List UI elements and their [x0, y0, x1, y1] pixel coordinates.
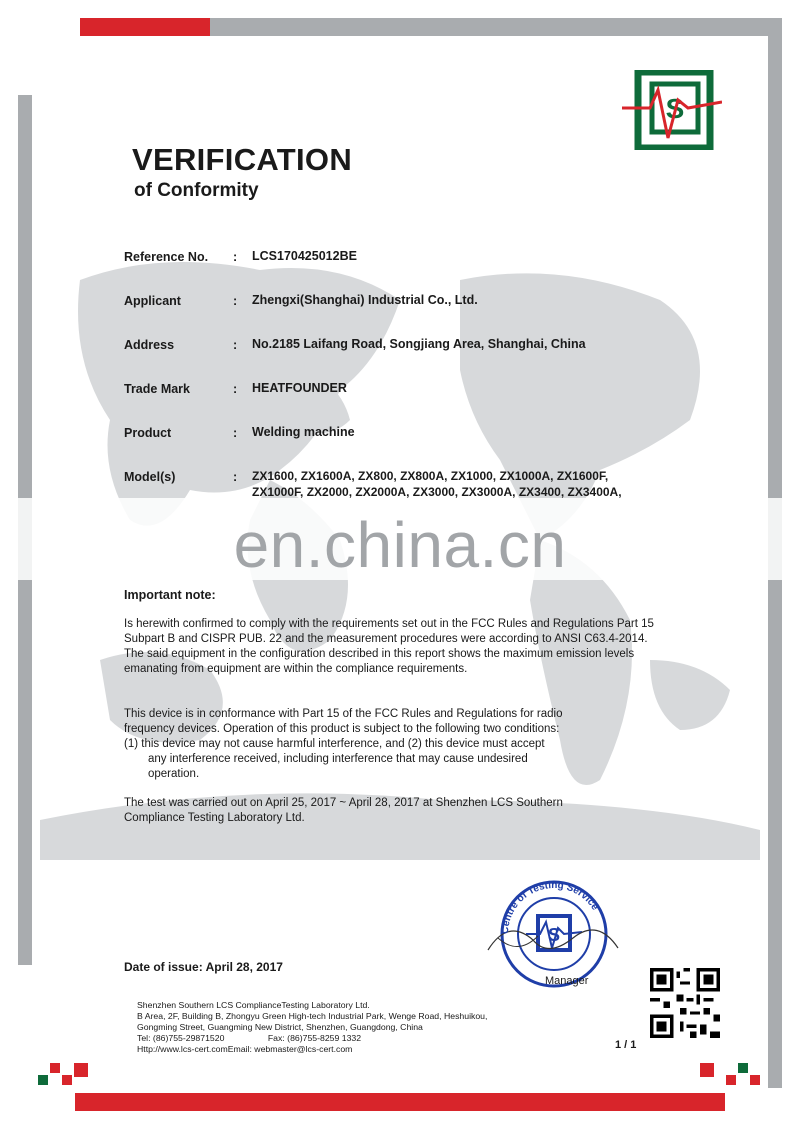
- footer-line: Tel: (86)755-29871520 Fax: (86)755-8259 1332: [137, 1033, 362, 1043]
- footer-line: Gongming Street, Guangming New District, Shenzhen, Guangdong, China: [137, 1022, 423, 1032]
- colon: :: [233, 294, 238, 308]
- colon: :: [233, 382, 238, 396]
- document-title: VERIFICATION: [132, 142, 353, 177]
- note-paragraph-1: Is herewith confirmed to comply with the requirements set out in the FCC Rules and Regulations Part 15 Subpart B and CISPR PUB. 22 and the measurement procedures were according to ANSI C63.4-2014. The said equipment in the configuration described in this report shows the maximum emission levels emanating from equipment are within the compliance requirements.: [124, 618, 654, 675]
- note-paragraph-2-line: (1) this device may not cause harmful interference, and (2) this device must accept: [124, 738, 545, 750]
- decor-square: [700, 1063, 714, 1077]
- decor-square: [50, 1063, 60, 1073]
- reference-label: Reference No.: [124, 250, 209, 264]
- important-note-heading: Important note:: [124, 588, 216, 602]
- reference-value: LCS170425012BE: [252, 249, 357, 263]
- stamp-ring-text: [478, 878, 628, 998]
- note-paragraph-2-line: operation.: [148, 768, 200, 780]
- decor-square: [726, 1075, 736, 1085]
- note-paragraph-2-line: any interference received, including interference that may cause undesired: [148, 753, 528, 765]
- trademark-value: HEATFOUNDER: [252, 381, 347, 395]
- address-value: No.2185 Laifang Road, Songjiang Area, Shanghai, China: [252, 337, 586, 351]
- note-paragraph-3-line: The test was carried out on April 25, 2017 ~ April 28, 2017 at Shenzhen LCS Southern: [124, 797, 563, 809]
- applicant-label: Applicant: [124, 294, 181, 308]
- stamp-text: Centre of Testing Service: [499, 879, 601, 935]
- decor-square: [38, 1075, 48, 1085]
- svg-text:S: S: [547, 925, 561, 945]
- note-paragraph-2-line: This device is in conformance with Part 15 of the FCC Rules and Regulations for radio: [124, 708, 563, 720]
- product-value: Welding machine: [252, 425, 355, 439]
- watermark-text: en.china.cn: [233, 509, 567, 581]
- models-value-line2: ZX1000F, ZX2000, ZX2000A, ZX3000, ZX3000A, ZX3400, ZX3400A,: [252, 485, 622, 499]
- page-number: 1 / 1: [615, 1039, 637, 1051]
- colon: :: [233, 250, 238, 264]
- frame-bottom-red-bar: [75, 1093, 725, 1111]
- note-paragraph-3-line: Compliance Testing Laboratory Ltd.: [124, 812, 305, 824]
- applicant-value: Zhengxi(Shanghai) Industrial Co., Ltd.: [252, 293, 478, 307]
- issue-date: Date of issue: April 28, 2017: [124, 960, 283, 974]
- svg-text:Centre of Testing Service: [500, 880, 601, 934]
- footer-line: Shenzhen Southern LCS ComplianceTesting Laboratory Ltd.: [137, 1000, 370, 1010]
- document-subtitle: of Conformity: [134, 180, 259, 201]
- colon: :: [233, 426, 238, 440]
- models-value-line1: ZX1600, ZX1600A, ZX800, ZX800A, ZX1000, ZX1000A, ZX1600F,: [252, 469, 609, 483]
- models-label: Model(s): [124, 470, 176, 484]
- decor-square: [74, 1063, 88, 1077]
- colon: :: [233, 470, 238, 484]
- address-label: Address: [124, 338, 175, 352]
- note-paragraph-2-line: frequency devices. Operation of this product is subject to the following two conditions:: [124, 723, 560, 735]
- colon: :: [233, 338, 238, 352]
- frame-top-red-bar: [80, 18, 210, 36]
- decor-square: [750, 1075, 760, 1085]
- trademark-label: Trade Mark: [124, 382, 191, 396]
- decor-square: [738, 1063, 748, 1073]
- footer-line: B Area, 2F, Building B, Zhongyu Green High-tech Industrial Park, Wenge Road, Heshuikou,: [137, 1011, 488, 1021]
- qr-code-icon: [650, 968, 720, 1038]
- svg-text:S: S: [665, 93, 685, 124]
- decor-square: [62, 1075, 72, 1085]
- signature-title: Manager: [545, 975, 589, 987]
- lcs-logo-icon: [622, 70, 722, 150]
- product-label: Product: [124, 426, 172, 440]
- footer-line: Http://www.lcs-cert.comEmail: webmaster@lcs-cert.com: [137, 1044, 353, 1054]
